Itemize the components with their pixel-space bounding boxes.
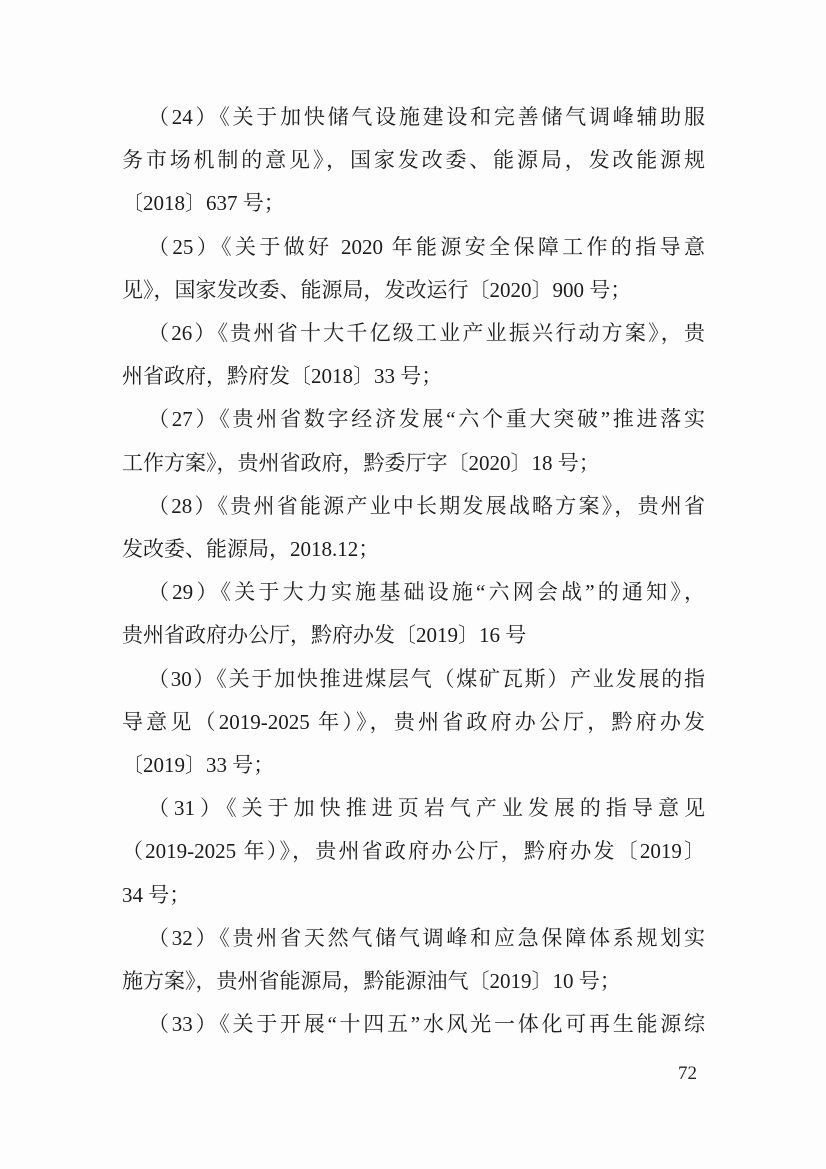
- reference-item-32: [122, 917, 705, 1003]
- reference-line: （27）《贵州省数字经济发展“六个重大突破”推进落实: [148, 407, 705, 432]
- reference-item-25: [122, 226, 705, 312]
- reference-item-27: [122, 398, 705, 484]
- reference-line: （33）《关于开展“十四五”水风光一体化可再生能源综: [148, 1012, 705, 1037]
- reference-line: （25）《关于做好 2020 年能源安全保障工作的指导意: [148, 234, 705, 259]
- references-list: [122, 96, 705, 1046]
- reference-line: （31）《关于加快推进页岩气产业发展的指导意见: [148, 796, 705, 821]
- reference-item-26: [122, 312, 705, 398]
- reference-line: 〔2018〕637 号；: [122, 191, 285, 216]
- reference-line: 见》，国家发改委、能源局，发改运行〔2020〕900 号；: [122, 277, 632, 302]
- reference-line: 导意见（2019-2025 年）》，贵州省政府办公厅，黔府办发: [122, 709, 705, 734]
- reference-line: 发改委、能源局，2018.12；: [122, 537, 380, 562]
- reference-item-33: [122, 1003, 705, 1046]
- reference-line: （32）《贵州省天然气储气调峰和应急保障体系规划实: [148, 925, 705, 950]
- reference-line: （26）《贵州省十大千亿级工业产业振兴行动方案》，贵: [148, 321, 705, 346]
- reference-item-31: [122, 787, 705, 917]
- reference-item-28: [122, 485, 705, 571]
- page-number: 72: [678, 1063, 697, 1084]
- reference-line: 工作方案》，贵州省政府，黔委厅字〔2020〕18 号；: [122, 450, 600, 475]
- reference-line: 〔2019〕33 号；: [122, 753, 275, 778]
- reference-item-24: [122, 96, 705, 226]
- reference-line: （29）《关于大力实施基础设施“六网会战”的通知》，: [148, 580, 705, 605]
- reference-line: 施方案》，贵州省能源局，黔能源油气〔2019〕10 号；: [122, 969, 621, 994]
- reference-line: （28）《贵州省能源产业中长期发展战略方案》，贵州省: [148, 493, 705, 518]
- reference-line: 贵州省政府办公厅，黔府办发〔2019〕16 号: [122, 623, 527, 648]
- reference-item-29: [122, 571, 705, 657]
- reference-line: 州省政府，黔府发〔2018〕33 号；: [122, 364, 443, 389]
- reference-item-30: [122, 658, 705, 788]
- reference-line: 34 号；: [122, 882, 191, 907]
- reference-line: 务市场机制的意见》，国家发改委、能源局，发改能源规: [122, 148, 705, 173]
- reference-line: （24）《关于加快储气设施建设和完善储气调峰辅助服: [148, 105, 705, 129]
- reference-line: （30）《关于加快推进煤层气（煤矿瓦斯）产业发展的指: [148, 666, 705, 691]
- reference-line: （2019-2025 年）》，贵州省政府办公厅，黔府办发〔2019〕: [122, 839, 705, 864]
